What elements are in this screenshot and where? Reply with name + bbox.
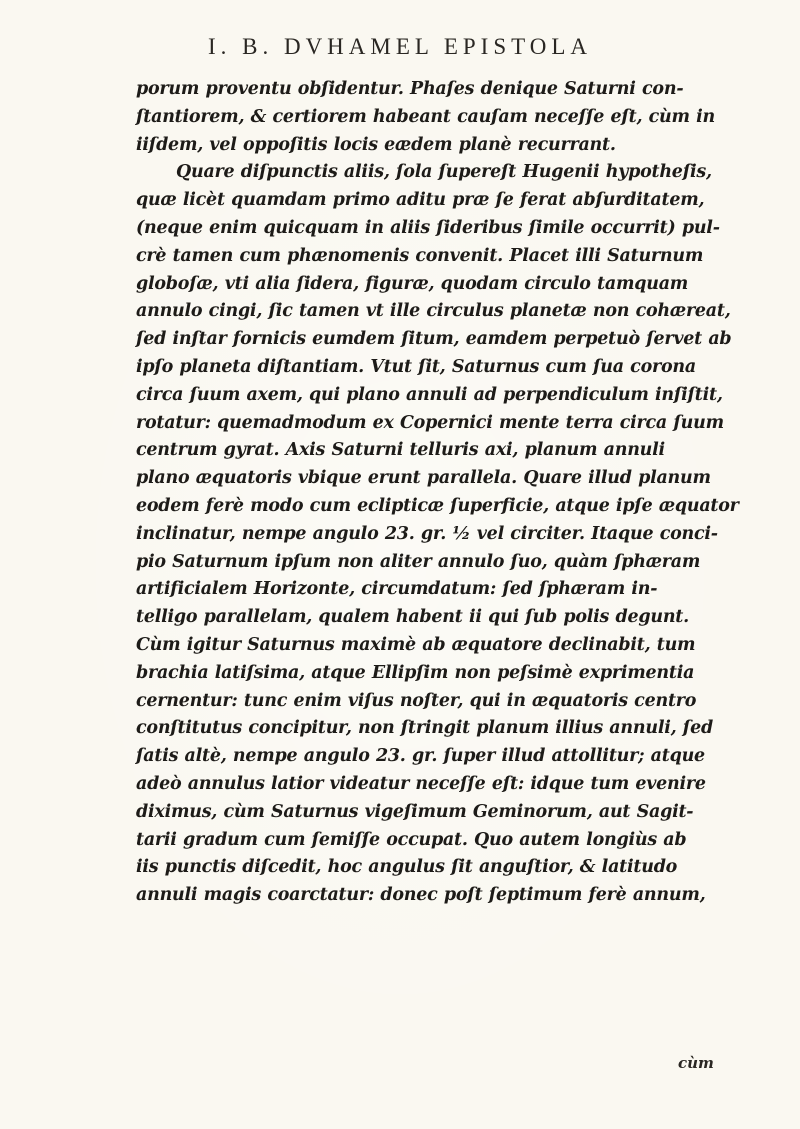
catchword: cùm xyxy=(678,1054,714,1072)
text-line: porum proventu obſidentur. Phaſes denique Saturni con- xyxy=(136,79,684,99)
text-line: ſed inſtar fornicis eumdem ſitum, eamdem perpetuò ſervet ab xyxy=(136,329,732,350)
paragraph-start-line: Quare diſpunctis aliis, ſola ſupereſt Hugenii hypotheſis, xyxy=(176,162,712,183)
text-line: Cùm igitur Saturnus maximè ab æquatore declinabit, tum xyxy=(136,634,696,655)
text-line: cernentur: tunc enim viſus noſter, qui in æquatoris centro xyxy=(136,690,697,711)
text-line: rotatur: quemadmodum ex Copernici mente terra circa ſuum xyxy=(136,412,724,433)
text-line: plano æquatoris vbique erunt parallela. Quare illud planum xyxy=(136,468,711,489)
text-line: pio Saturnum ipſum non aliter annulo ſuo, quàm ſphæram xyxy=(136,551,701,572)
text-line: iis punctis diſcedit, hoc angulus ſit anguſtior, & latitudo xyxy=(136,857,678,878)
text-line: quæ licèt quamdam primo aditu præ ſe ferat abſurditatem, xyxy=(136,190,705,211)
body-text xyxy=(136,76,739,910)
text-line: annulo cingi, ſic tamen vt ille circulus planetæ non cohæreat, xyxy=(136,301,731,322)
text-line: iiſdem, vel oppoſitis locis eædem planè recurrant. xyxy=(136,134,616,155)
text-line: brachia latiſsima, atque Ellipſim non peſsimè exprimentia xyxy=(136,662,695,683)
text-line: annuli magis coarctatur: donec poſt ſeptimum ferè annum, xyxy=(136,885,706,906)
text-line: centrum gyrat. Axis Saturni telluris axi, planum annuli xyxy=(136,440,665,461)
text-line: telligo parallelam, qualem habent ii qui ſub polis degunt. xyxy=(136,607,689,628)
text-line: ſtantiorem, & certiorem habeant cauſam neceſſe eſt, cùm in xyxy=(136,106,715,127)
text-line: ſatis altè, nempe angulo 23. gr. ſuper illud attollitur; atque xyxy=(136,746,705,767)
text-line: crè tamen cum phænomenis convenit. Placet illi Saturnum xyxy=(136,245,704,266)
text-line: globoſæ, vti alia ſidera, figuræ, quodam circulo tamquam xyxy=(136,273,689,294)
text-line: artificialem Horizonte, circumdatum: ſed ſphæram in- xyxy=(136,579,658,600)
text-line: eodem ferè modo cum eclipticæ ſuperficie, atque ipſe æquator xyxy=(136,495,739,516)
text-line: circa ſuum axem, qui plano annuli ad perpendiculum inſiſtit, xyxy=(136,384,723,405)
text-line: diximus, cùm Saturnus vigeſimum Geminorum, aut Sagit- xyxy=(136,801,694,822)
running-head: I. B. DVHAMEL EPISTOLA xyxy=(207,34,593,59)
text-line: ipſo planeta diſtantiam. Vtut ſit, Saturnus cum ſua corona xyxy=(136,356,696,377)
text-line: adeò annulus latior videatur neceſſe eſt: idque tum evenire xyxy=(136,773,706,794)
text-line: inclinatur, nempe angulo 23. gr. ½ vel circiter. Itaque conci- xyxy=(136,523,718,544)
text-line: conſtitutus concipitur, non ſtringit planum illius annuli, ſed xyxy=(136,718,713,739)
text-line: (neque enim quicquam in aliis ſideribus ſimile occurrit) pul- xyxy=(136,217,720,238)
text-line: tarii gradum cum ſemiſſe occupat. Quo autem longiùs ab xyxy=(136,829,687,850)
